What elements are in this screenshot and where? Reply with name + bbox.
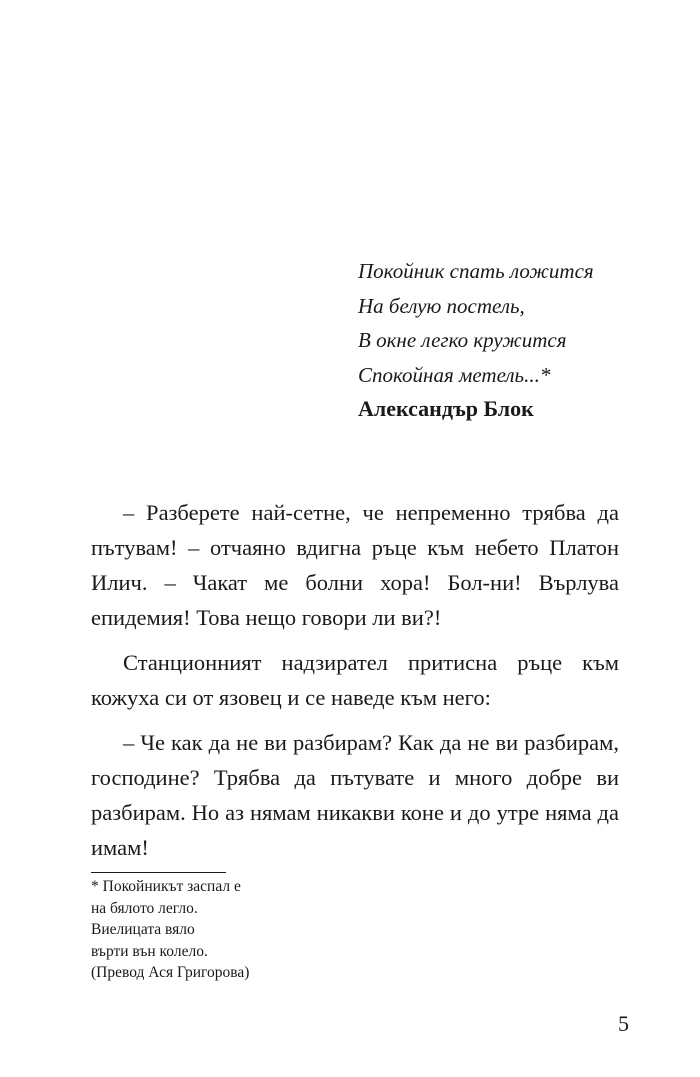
footnote-line: Виелицата вяло <box>91 921 195 938</box>
epigraph-line: Спокойная метель...* <box>358 362 551 387</box>
footnote-line: върти вън колело. <box>91 942 208 960</box>
epigraph-line: Покойник спать ложится <box>358 259 594 283</box>
footnote-line: * Покойникът заспал е <box>91 878 241 895</box>
footnote-line: на бялото легло. <box>91 899 198 917</box>
epigraph-line: В окне легко кружится <box>358 328 567 352</box>
paragraph: Станционният надзирател притисна ръце към кожуха си от язовец и се наведе към него: <box>91 650 619 710</box>
paragraph: – Разберете най-сетне, че непременно трябва да пътувам! – отчаяно вдигна ръце към небето Платон Илич. – Чакат ме болни хора! Бол-ни! Върлува епидемия! Това нещо говори ли ви?! <box>91 500 619 630</box>
page-number: 5 <box>618 1011 629 1036</box>
footnote <box>91 876 351 984</box>
paragraph: – Че как да не ви разбирам? Как да не ви разбирам, господине? Трябва да пътувате и много добре ви разбирам. Но аз нямам никакви коне и до утре няма да имам! <box>91 730 619 860</box>
epigraph-author: Александър Блок <box>358 396 534 421</box>
footnote-divider <box>91 872 226 873</box>
body-text <box>91 495 619 875</box>
footnote-line: (Превод Ася Григорова) <box>91 964 250 981</box>
epigraph <box>358 254 678 426</box>
epigraph-line: На белую постель, <box>358 293 525 318</box>
